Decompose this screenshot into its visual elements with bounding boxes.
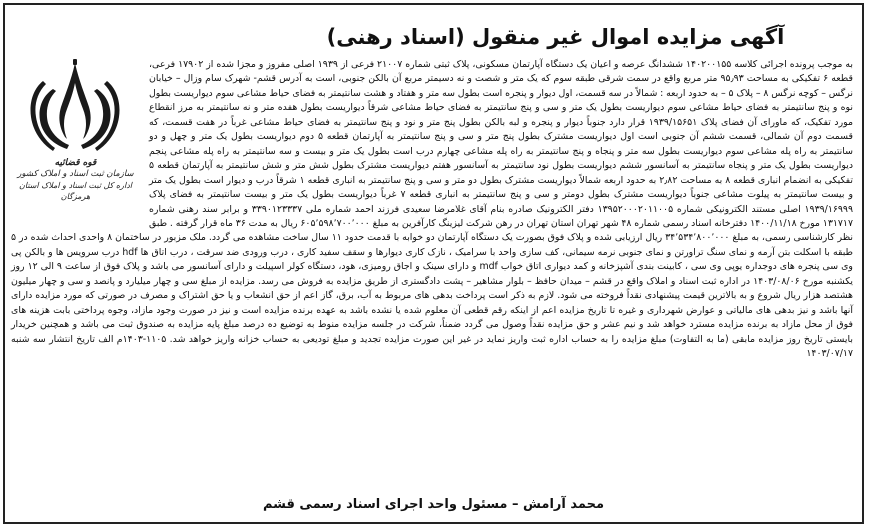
emblem-space (11, 58, 149, 230)
emblem-caption-office: اداره کل ثبت اسناد و املاک استان هرمزگان (19, 181, 132, 201)
notice-frame (3, 3, 864, 524)
emblem-caption-judiciary: قوه قضائیه (54, 158, 97, 168)
notice-body (11, 58, 853, 362)
notice-body-paragraph: به موجب پرونده اجرائی کلاسه ۱۴۰۲۰۰۱۵۵ ششدانگ عرصه و اعیان یک دستگاه آپارتمان مسکونی، پلاک ثبتی شماره ۲۱۰۰۷ فرعی از ۱۹۳۹ اصلی مفروز و مجزا شده از ۱۷۹۰۲ فرعی، قطعه ۶ تفکیکی به مساحت ۹۵٫۹۳ متر مربع واقع در سمت شرقی طبقه سوم که یک متر و شصت و نه دسیمتر مربع آن بالکن جنوبی، است به آدرس قشم- شهرک سام وزال – خیابان نرگس – کوچه نرگس ۸ – پلاک ۵ – به حدود اربعه : شمالاً در سه قسمت، اول دیوار و پنجره است بطول سه متر و هفتاد و هشت سانتیمتر به فضای حیاط مشاعی سوم دیواریست بطول نوه و پنج سانتیمتر به فضای حیاط مشاعی سوم دیواریست بطول یک متر و سی و پنج سانتیمتر به فضای حیاط مشاعی شرقاً دیواریست بطول هفده متر و نه سانتیمتر به مرز انقطاع مورد تفکیک، که ماورای آن فضای پلاک ۱۹۳۹/۱۵۶۵۱ قرار دارد جنوباً دیوار و پنجره و لبه بالکن بطول پنج متر و نود و پنج سانتیمتر به فضای حیاط مشاعی غرباً در هفت قسمت، که قسمت دوم آن شمالی، قسمت ششم آن جنوبی است اول دیواریست مشترک بطول پنج متر و سی و پنج سانتیمتر به آپارتمان قطعه ۵ دوم دیواریست بطول یک متر و چهل و دو سانتیمتر به راه پله مشاعی سوم دیواریست بطول سه متر و پنجاه و پنج سانتیمتر به راه پله مشاعی چهارم درب است بطول یک متر و بیست و سه سانتیمتر به راه پله مشاعی پنجم دیواریست بطول یک متر و پنجاه سانتیمتر به آسانسور ششم دیواریست بطول نود سانتیمتر به آسانسور هفتم دیواریست مشترک بطول شش متر و شش سانتیمتر به آپارتمان قطعه ۵ تفکیکی به انضمام انباری قطعه ۸ به مساحت ۲٫۸۲ به حدود اربعه شمالاً دیواریست مشترک بطول دو متر و سی و پنج سانتیمتر به انباری قطعه ۱ شرقاً درب و دیوار است بطول یک متر و بیست سانتیمتر به پیلوت مشاعی جنوباً دیواریست مشترک بطول دومتر و سی و پنج سانتیمتر به انباری قطعه ۷ غرباً دیواریست بطول یک متر و بیست سانتیمتر به فضای پلاک ۱۹۳۹/۱۶۹۹۹ اصلی مستند الکترونیکی شماره ۱۳۹۵۲۰۰۰۲۰۱۱۰۰۵ دفتر الکترونیک صادره بنام آقای غلامرضا سعیدی فرزند احمد شماره ملی ۳۳۹۰۱۲۳۳۳۷ و برابر سند رهنی شماره ۱۳۱۷۱۷ مورخ ۱۴۰۰/۱۱/۱۸ دفترخانه اسناد رسمی شماره ۴۸ شهر تهران استان تهران در رهن شرکت لیزینگ کارآفرین به مبلغ ۶۰۵٬۵۹۸٬۷۰۰٬۰۰۰ ریال به مدت ۳۶ ماه قرار گرفته . طبق نظر کارشناسی رسمی، به مبلغ ۳۴٬۵۳۴٬۸۰۰٬۰۰۰ ریال ارزیابی شده و پلاک فوق بصورت یک دستگاه آپارتمان دو خوابه با قدمت حدود ۱۱ سال ساخت مشاهده می گردد. ملک مزبور در ساختمان ۸ واحدی احداث شده در ۵ طبقه با اسکلت بتن آرمه و نمای سنگ تراورتن و نمای جنوبی نرمه سیمانی، کف سازی واحد با سرامیک ، نازک کاری دیوارها و سقف سفید کاری ، درب ورودی ضد سرقت ، درب اتاق ها hdf درب سرویس ها و بالکن پی وی سی پنجره های دوجداره یوپی وی سی ، کابینت بندی آشپزخانه و کمد دیواری اتاق خواب mdf و دارای سینک و اجاق رومیزی، هود، دستگاه کولر اسپیلت و دارای آسانسور می باشد و پلاک فوق از ساعت ۹ الی ۱۲ روز یکشنبه مورخ ۱۴۰۳/۰۸/۰۶ در اداره ثبت اسناد و املاک واقع در قشم – میدان حافظ – بلوار مشاهیر – پشت دادگستری از طریق مزایده به فروش می رسد. مزایده از مبلغ سی و چهار میلیارد و پانصد و سی و چهار میلیون هشتصد هزار ریال شروع و به بالاترین قیمت پیشنهادی نقداً فروخته می شود. لازم به ذکر است پرداخت بدهی های مربوط به آب، برق، گاز اعم از حق انشعاب و یا حق اشتراک و مصرف در صورتی که مورد مزایده دارای آنها باشد و نیز بدهی های مالیاتی و عوارض شهرداری و غیره تا تاریخ مزایده اعم از اینکه رقم قطعی آن معلوم شده یا نشده باشد به عهده برنده مزایده است و نیز در صورت وجود مازاد، وجوه پرداختی بابت هزینه های فوق از محل مازاد به برنده مزایده مسترد خواهد شد و نیم عشر و حق مزایده نقداً وصول می گردد ضمناً، شرکت در جلسه مزایده منوط به توضیع ده درصد مبلغ پایه مزایده به صندوق ثبت می باشد و همچنین خریدار بایستی تاریخ روز مزایده مابقی (ما به التفاوت) مبلغ مزایده را به حساب اداره ثبت واریز نماید در غیر این صورت مزایده تجدید و مبلغ تودیعی به حساب خزانه واریز خواهد شد. ۱۱۰۵-۱۴۰۳م الف تاریخ انتشار سه شنبه ۱۴۰۳/۰۷/۱۷ (11, 59, 854, 360)
notice-title: آگهی مزایده اموال غیر منقول (اسناد رهنی) (326, 25, 785, 49)
emblem-caption-organization: سازمان ثبت اسناد و املاک کشور (17, 169, 134, 179)
notice-signature: محمد آرامش – مسئول واحد اجرای اسناد رسمی قشم (262, 497, 605, 512)
